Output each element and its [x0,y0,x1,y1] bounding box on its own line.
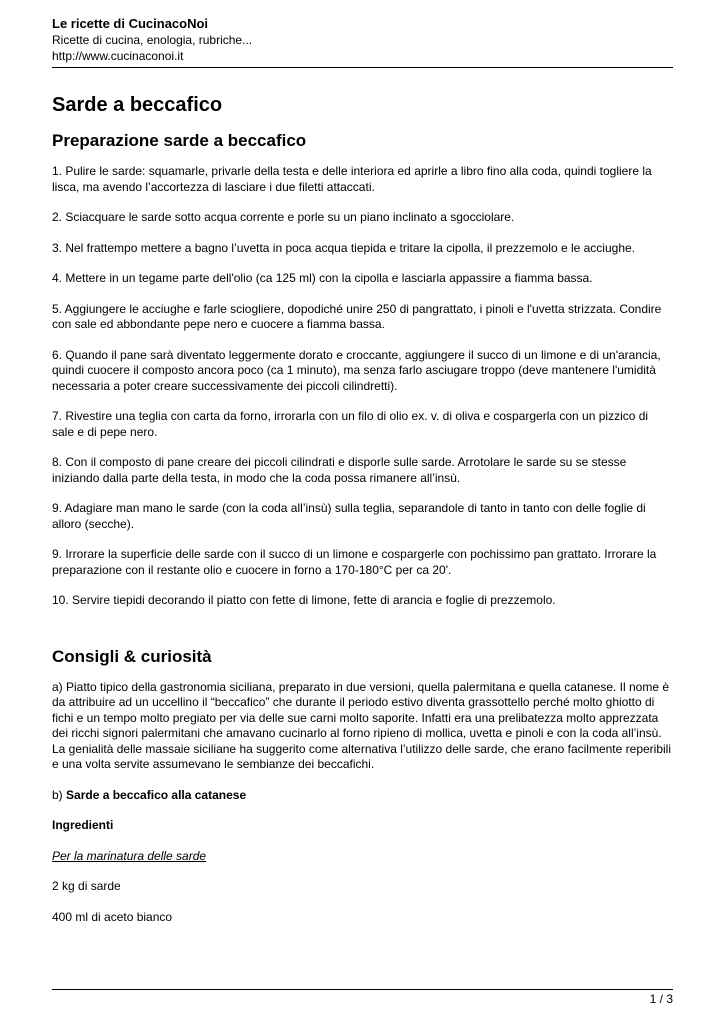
site-header [52,16,673,64]
step-8: 8. Con il composto di pane creare dei piccoli cilindrati e disporle sulle sarde. Arrotolare le sarde su se stesse iniziando dalla parte della testa, in modo che la coda possa rimanere all’insù. [52,455,627,485]
consigli-paragraph-a: a) Piatto tipico della gastronomia siciliana, preparato in due versioni, quella palermitana e quella catanese. Il nome è da attribuire ad un uccellino il “beccafico” che durante il periodo estivo diventa grassottello perché molto ghiotto di fichi e un tempo molto pregiato per via delle sue carni molto saporite. Infatti era una prelibatezza molto apprezzata dei ricchi signori palermitani che amavano cucinarlo al forno ripieno di mollica, uvetta e pinoli e con la coda all’insù. La genialità delle massaie siciliane ha suggerito come alternativa l’utilizzo delle sarde, che erano facilmente reperibili e una volta servite assumevano le sembianze dei beccafichi. [52,679,672,771]
document-page [52,16,673,940]
step-7: 7. Rivestire una teglia con carta da forno, irrorarla con un filo di olio ex. v. di oliva e cospargerla con un pizzico di sale e di pepe nero. [52,409,649,439]
b-title: Sarde a beccafico alla catanese [66,787,247,802]
step-3: 3. Nel frattempo mettere a bagno l’uvetta in poca acqua tiepida e tritare la cipolla, il prezzemolo e le acciughe. [52,240,635,255]
site-tagline: Ricette di cucina, enologia, rubriche... [52,33,253,47]
step-4: 4. Mettere in un tegame parte dell'olio (ca 125 ml) con la cipolla e lasciarla appassire a fiamma bassa. [52,271,593,285]
step-9b: 9. Irrorare la superficie delle sarde con il succo di un limone e cospargerle con pochissimo pan grattato. Irrorare la preparazione con il restante olio e cuocere in forno a 170-180°C per ca 20'. [52,547,657,577]
site-url: http://www.cucinaconoi.it [52,49,184,63]
step-9: 9. Adagiare man mano le sarde (con la coda all’insù) sulla teglia, separandole di tanto in tanto con delle foglie di alloro (secche). [52,501,646,531]
step-2: 2. Sciacquare le sarde sotto acqua corrente e porle su un piano inclinato a sgocciolare. [52,210,515,224]
footer-divider [52,989,673,990]
step-10: 10. Servire tiepidi decorando il piatto con fette di limone, fette di arancia e foglie di prezzemolo. [52,593,556,607]
consigli-heading: Consigli & curiosità [52,646,212,666]
preparation-heading: Preparazione sarde a beccafico [52,131,307,150]
page-title: Sarde a beccafico [52,94,223,116]
header-divider [52,67,673,68]
ingredient-item: 400 ml di aceto bianco [52,909,173,924]
b-prefix: b) [52,787,67,802]
consigli-section [52,680,673,926]
ingredients-heading: Ingredienti [52,818,114,832]
site-name: Le ricette di CucinacoNoi [52,16,209,31]
consigli-paragraph-b [52,788,673,804]
step-5: 5. Aggiungere le acciughe e farle sciogliere, dopodiché unire 250 di pangrattato, i pinoli e l'uvetta strizzata. Condire con sale ed abbondante pepe nero e cuocere a fiamma bassa. [52,301,662,331]
preparation-steps [52,164,673,609]
marinade-subheading: Per la marinatura delle sarde [52,848,207,863]
step-1: 1. Pulire le sarde: squamarle, privarle della testa e delle interiora ed aprirle a libro fino alla coda, quindi togliere la lisca, ma avendo l’accortezza di lasciare i due filetti attaccati. [52,164,652,194]
page-number: 1 / 3 [649,992,673,1006]
step-6: 6. Quando il pane sarà diventato leggermente dorato e croccante, aggiungere il succo di un limone e di un'arancia, quindi cuocere il composto ancora poco (ca 1 minuto), ma senza farlo asciugare troppo (deve mantenere l'umidità necessaria a poter creare successivamente dei piccoli cilindretti). [52,347,661,393]
ingredient-item: 2 kg di sarde [52,879,121,893]
